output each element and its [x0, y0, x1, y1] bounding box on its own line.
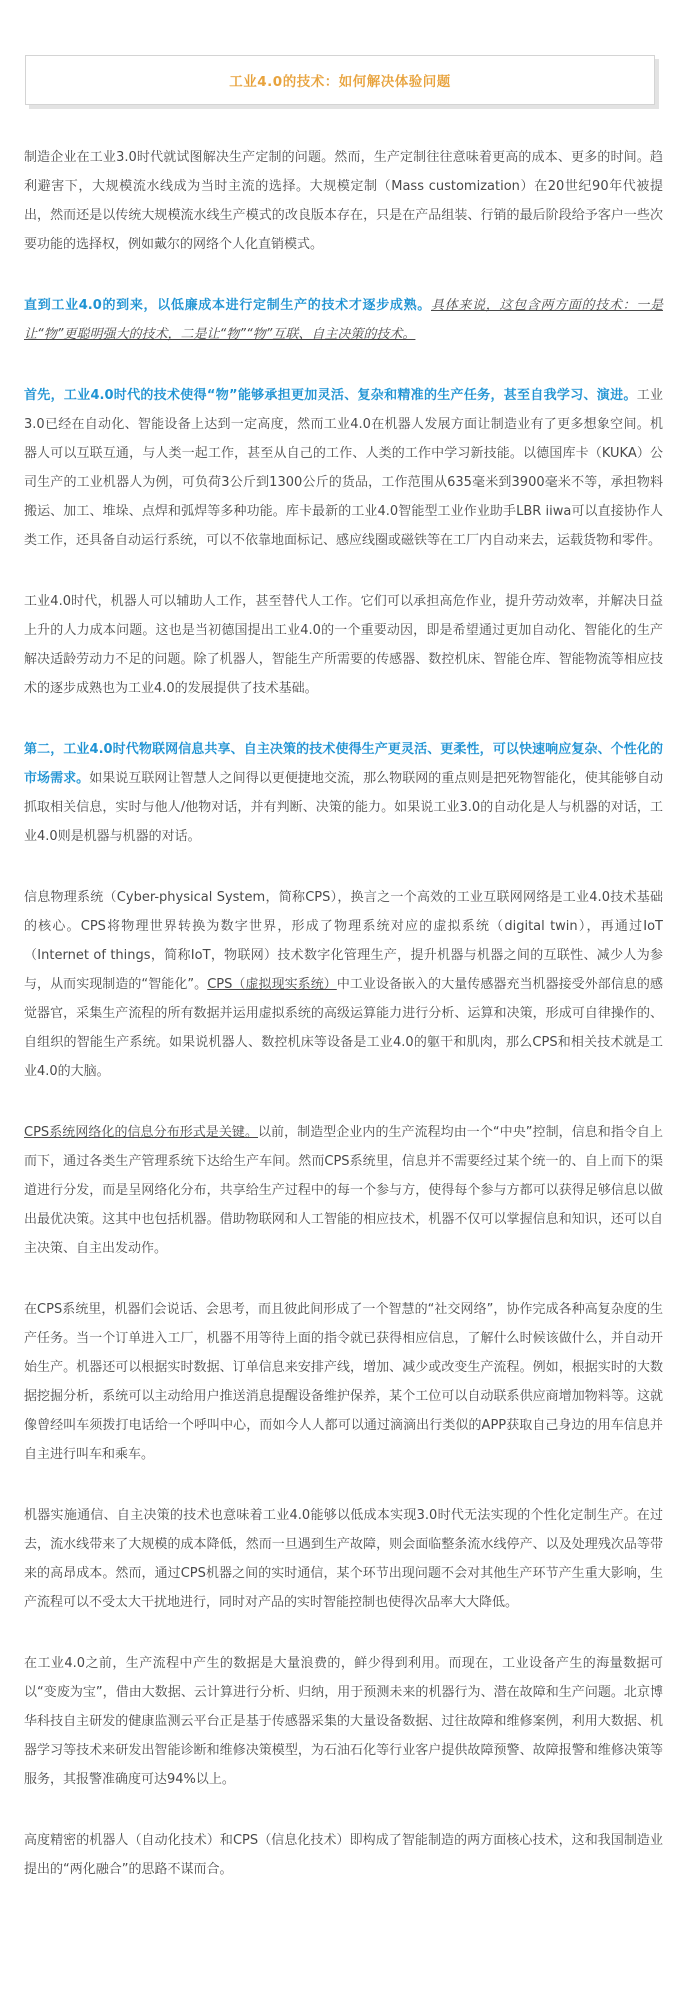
paragraph-2-lead: 直到工业4.0的到来，以低廉成本进行定制生产的技术才逐步成熟。	[24, 298, 431, 313]
article-title: 工业4.0的技术：如何解决体验问题	[229, 74, 451, 90]
paragraph-6-underlined: CPS（虚拟现实系统）	[207, 977, 337, 992]
paragraph-5	[24, 735, 663, 851]
article-body	[24, 143, 663, 1916]
paragraph-7-text: 以前，制造型企业内的生产流程均由一个“中央”控制，信息和指令自上而下，通过各类生产管理系统下达给生产车间。然而CPS系统里，信息并不需要经过某个统一的、自上而下的渠道进行分发，而是呈网络化分布，共享给生产过程中的每一个参与方，使得每个参与方都可以获得足够信息以做出最优决策。这其中也包括机器。借助物联网和人工智能的相应技术，机器不仅可以掌握信息和知识，还可以自主决策、自主出发动作。	[24, 1125, 663, 1256]
paragraph-2-emphasis: 具体来说，这包含两方面的技术：一是让“物”更聪明强大的技术，二是让“物”“物”互联、自主决策的技术。	[24, 298, 663, 342]
paragraph-9-text: 机器实施通信、自主决策的技术也意味着工业4.0能够以低成本实现3.0时代无法实现的个性化定制生产。在过去，流水线带来了大规模的成本降低，然而一旦遇到生产故障，则会面临整条流水线停产、以及处理残次品等带来的高昂成本。然而，通过CPS机器之间的实时通信，某个环节出现问题不会对其他生产环节产生重大影响，生产流程可以不受太大干扰地进行，同时对产品的实时智能控制也使得次品率大大降低。	[24, 1508, 663, 1610]
paragraph-8-text: 在CPS系统里，机器们会说话、会思考，而且彼此间形成了一个智慧的“社交网络”，协作完成各种高复杂度的生产任务。当一个订单进入工厂，机器不用等待上面的指令就已获得相应信息，了解什么时候该做什么，并自动开始生产。机器还可以根据实时数据、订单信息来安排产线，增加、减少或改变生产流程。例如，根据实时的大数据挖掘分析，系统可以主动给用户推送消息提醒设备维护保养，某个工位可以自动联系供应商增加物料等。这就像曾经叫车须拨打电话给一个呼叫中心，而如今人人都可以通过滴滴出行类似的APP获取自己身边的用车信息并自主进行叫车和乘车。	[24, 1302, 663, 1462]
paragraph-3-text: 工业3.0已经在自动化、智能设备上达到一定高度，然而工业4.0在机器人发展方面让制造业有了更多想象空间。机器人可以互联互通，与人类一起工作，甚至从自己的工作、人类的工作中学习新技能。以德国库卡（KUKA）公司生产的工业机器人为例，可负荷3公斤到1300公斤的货品，工作范围从635毫米到3900毫米不等，承担物料搬运、加工、堆垛、点焊和弧焊等多种功能。库卡最新的工业4.0智能型工业作业助手LBR iiwa可以直接协作人类工作，还具备自动运行系统，可以不依靠地面标记、感应线圈或磁铁等在工厂内自动来去，运载货物和零件。	[24, 388, 663, 548]
paragraph-1-text: 制造企业在工业3.0时代就试图解决生产定制的问题。然而，生产定制往往意味着更高的成本、更多的时间。趋利避害下，大规模流水线成为当时主流的选择。大规模定制（Mass customization）在20世纪90年代被提出，然而还是以传统大规模流水线生产模式的改良版本存在，只是在产品组装、行销的最后阶段给予客户一些次要功能的选择权，例如戴尔的网络个人化直销模式。	[24, 150, 663, 252]
paragraph-1	[24, 143, 663, 259]
paragraph-4	[24, 587, 663, 703]
paragraph-11-text: 高度精密的机器人（自动化技术）和CPS（信息化技术）即构成了智能制造的两方面核心技术，这和我国制造业提出的“两化融合”的思路不谋而合。	[24, 1833, 663, 1877]
paragraph-5-text: 如果说互联网让智慧人之间得以更便捷地交流，那么物联网的重点则是把死物智能化，使其能够自动抓取相关信息，实时与他人/他物对话，并有判断、决策的能力。如果说工业3.0的自动化是人与机器的对话，工业4.0则是机器与机器的对话。	[24, 771, 663, 844]
paragraph-10-text: 在工业4.0之前，生产流程中产生的数据是大量浪费的，鲜少得到利用。而现在，工业设备产生的海量数据可以“变废为宝”，借由大数据、云计算进行分析、归纳，用于预测未来的机器行为、潜在故障和生产问题。北京博华科技自主研发的健康监测云平台正是基于传感器采集的大量设备数据、过往故障和维修案例，利用大数据、机器学习等技术来研发出智能诊断和维修决策模型，为石油石化等行业客户提供故障预警、故障报警和维修决策等服务，其报警准确度可达94%以上。	[24, 1656, 663, 1787]
paragraph-3-lead: 首先，工业4.0时代的技术使得“物”能够承担更加灵活、复杂和精准的生产任务，甚至自我学习、演进。	[24, 388, 637, 403]
paragraph-3	[24, 381, 663, 555]
paragraph-6	[24, 883, 663, 1086]
title-box	[25, 55, 655, 105]
paragraph-4-text: 工业4.0时代，机器人可以辅助人工作，甚至替代人工作。它们可以承担高危作业，提升劳动效率，并解决日益上升的人力成本问题。这也是当初德国提出工业4.0的一个重要动因，即是希望通过更加自动化、智能化的生产解决适龄劳动力不足的问题。除了机器人，智能生产所需要的传感器、数控机床、智能仓库、智能物流等相应技术的逐步成熟也为工业4.0的发展提供了技术基础。	[24, 594, 663, 696]
paragraph-11	[24, 1826, 663, 1884]
paragraph-10	[24, 1649, 663, 1794]
paragraph-6-text-b: 中工业设备嵌入的大量传感器充当机器接受外部信息的感觉器官，采集生产流程的所有数据并运用虚拟系统的高级运算能力进行分析、运算和决策，形成可自律操作的、自组织的智能生产系统。如果说机器人、数控机床等设备是工业4.0的躯干和肌肉，那么CPS和相关技术就是工业4.0的大脑。	[24, 977, 663, 1079]
paragraph-9	[24, 1501, 663, 1617]
paragraph-6-text-a: 信息物理系统（Cyber-physical System，简称CPS），换言之一个高效的工业互联网网络是工业4.0技术基础的核心。CPS将物理世界转换为数字世界，形成了物理系统对应的虚拟系统（digital twin），再通过IoT（Internet of things，简称IoT，物联网）技术数字化管理生产，提升机器与机器之间的互联性、减少人为参与，从而实现制造的“智能化”。	[24, 890, 663, 992]
paragraph-7-underlined: CPS系统网络化的信息分布形式是关键。	[24, 1125, 258, 1140]
paragraph-5-lead: 第二，工业4.0时代物联网信息共享、自主决策的技术使得生产更灵活、更柔性，可以快速响应复杂、个性化的市场需求。	[24, 742, 663, 786]
paragraph-8	[24, 1295, 663, 1469]
paragraph-2	[24, 291, 663, 349]
paragraph-7	[24, 1118, 663, 1263]
